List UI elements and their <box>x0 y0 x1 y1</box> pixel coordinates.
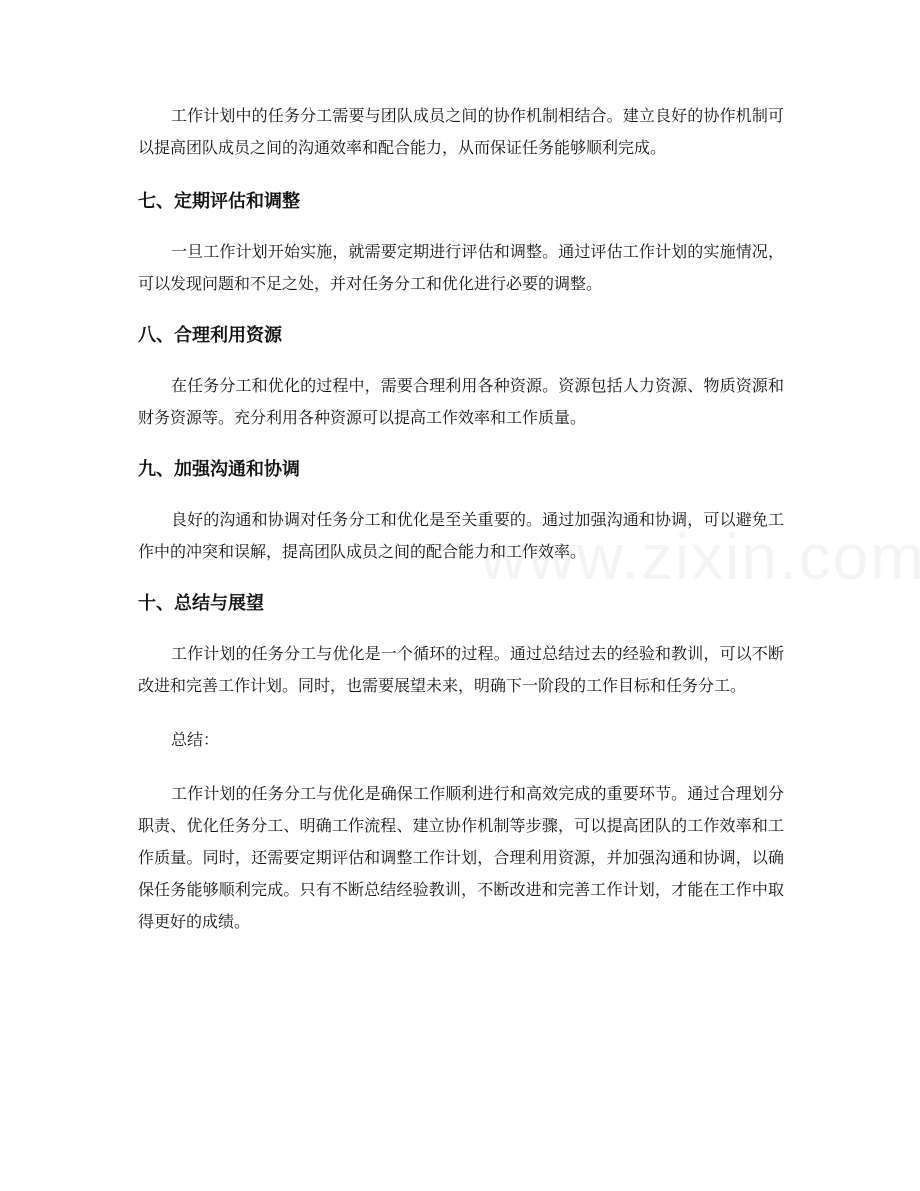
section-heading-10: 十、总结与展望 <box>138 593 264 614</box>
summary-paragraph: 工作计划的任务分工与优化是确保工作顺利进行和高效完成的重要环节。通过合理划分职责、优化任务分工、明确工作流程、建立协作机制等步骤，可以提高团队的工作效率和工作质量。同时，还需要定期评估和调整工作计划，合理利用资源，并加强沟通和协调，以确保任务能够顺利完成。只有不断总结经验教训，不断改进和完善工作计划，才能在工作中取得更好的成绩。 <box>138 784 784 931</box>
document-body <box>138 100 784 938</box>
section-heading-8: 八、合理利用资源 <box>138 325 282 346</box>
section-paragraph-7: 一旦工作计划开始实施，就需要定期进行评估和调整。通过评估工作计划的实施情况，可以发现问题和不足之处，并对任务分工和优化进行必要的调整。 <box>138 242 784 293</box>
section-heading-9: 九、加强沟通和协调 <box>138 459 300 480</box>
section-heading-7: 七、定期评估和调整 <box>138 191 300 212</box>
section-paragraph-9: 良好的沟通和协调对任务分工和优化是至关重要的。通过加强沟通和协调，可以避免工作中的冲突和误解，提高团队成员之间的配合能力和工作效率。 <box>138 510 784 561</box>
section-paragraph-8: 在任务分工和优化的过程中，需要合理利用各种资源。资源包括人力资源、物质资源和财务资源等。充分利用各种资源可以提高工作效率和工作质量。 <box>138 376 784 427</box>
section-paragraph-10: 工作计划的任务分工与优化是一个循环的过程。通过总结过去的经验和教训，可以不断改进和完善工作计划。同时，也需要展望未来，明确下一阶段的工作目标和任务分工。 <box>138 644 784 695</box>
summary-label: 总结： <box>171 730 220 749</box>
intro-paragraph: 工作计划中的任务分工需要与团队成员之间的协作机制相结合。建立良好的协作机制可以提高团队成员之间的沟通效率和配合能力，从而保证任务能够顺利完成。 <box>138 106 784 157</box>
